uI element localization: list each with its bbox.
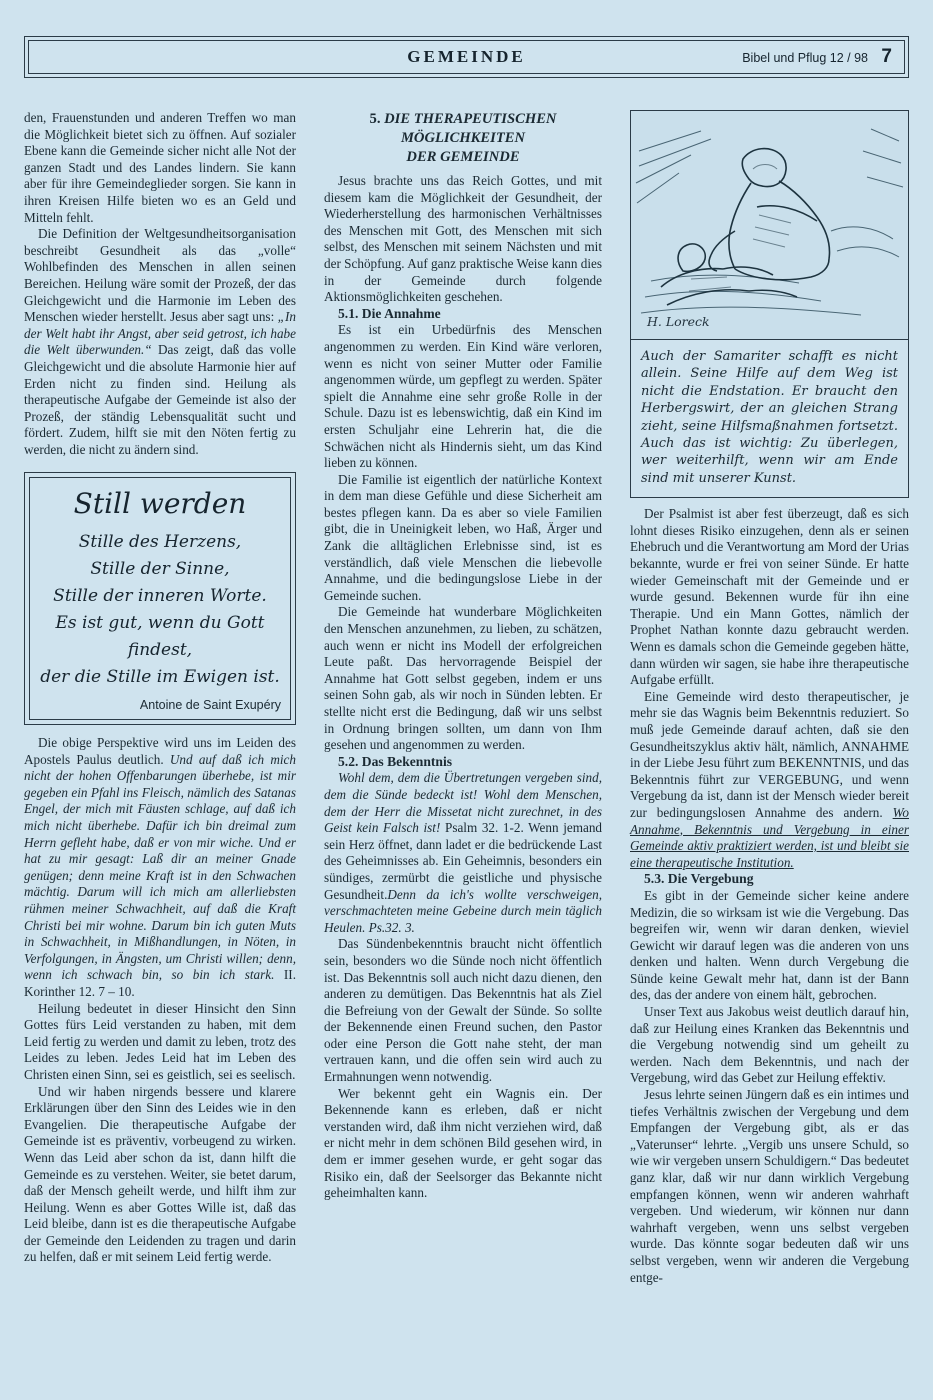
section-title-line: MÖGLICHKEITEN (400, 130, 526, 146)
poem-line: Stille der Sinne, (90, 559, 230, 580)
page-header (24, 36, 909, 78)
poem-line: Es ist gut, wenn du Gott findest, (55, 613, 265, 661)
poem-line: Stille des Herzens, (78, 532, 242, 553)
section-title-line: DIE THERAPEUTISCHEN (384, 111, 557, 127)
paragraph (24, 226, 296, 458)
header-journal-issue: Bibel und Pflug 12 / 98 (742, 51, 868, 65)
paragraph-text: Psalm 32. 1-2. Wenn jemand sein Herz öffnet, dann ladet er die bedrückende Last des Geheimnisses ab. Ein Geheimnis, besonders ein sündiges, zermürbt die geistliche und physische Gesundheit. (324, 820, 603, 902)
paragraph: Und wir haben nirgends bessere und klarere Erklärungen über den Sinn des Leides wie in den Evangelien. Die therapeutische Aufgabe der Gemeinde ist es präventiv, vorbeugend zu wirken. Wenn das Leid aber schon da ist, dann hilft die Gemeinde es zu verstehen. Weiter, sie betet darum, daß der Mensch geheilt werde, und hilft ihm zur Heilung. Wenn es aber Gottes Wille ist, daß das Leid bleibe, dann ist es die therapeutische Aufgabe der Gemeinde den Leidenden zu tragen und darin zu helfen, daß er mit seinem Leid fertig werde. (24, 1083, 296, 1265)
subsection-heading: 5.1. Die Annahme (338, 305, 441, 321)
poem-box (24, 472, 296, 725)
scripture-quote: „In der Welt habt ihr Angst, aber seid getrost, ich habe die Welt überwunden.“ (24, 309, 296, 358)
paragraph-text-cont: Das zeigt, daß das volle Gleichgewicht und die absolute Harmonie hier auf Erden nicht zu finden sind. Heilung als therapeutische Aufgabe der Gemeinde ist also der Prozeß, der ständig Lebensqualität sucht und fördert. Zudem, hilft sie mit den Nöten fertig zu werden, die nicht zu ändern sind. (24, 342, 296, 457)
column-left (24, 110, 296, 1266)
paragraph: Jesus brachte uns das Reich Gottes, und mit diesem kam die Möglichkeit der Gesundheit, der Wiederherstellung des harmonischen Verhältnisses des Menschen mit Gott, des Menschen mit sich selbst, des Menschen mit seinem Nächsten und mit der Schöpfung. Auf ganz praktische Weise kann dies in der Gemeinde durch folgende Aktionsmöglichkeiten geschehen. (324, 173, 602, 305)
scripture-reference: II. Korinther 12. 7 – 10. (24, 967, 296, 999)
paragraph (630, 689, 909, 872)
poem-line: der die Stille im Ewigen ist. (40, 667, 280, 688)
scripture-quote: Wohl dem, dem die Übertretungen vergeben sind, dem die Sünde bedeckt ist! Wohl dem Menschen, dem der Herr die Missetat nicht zurechnet, in des Geist kein Falsch ist! (324, 770, 602, 836)
illustration-caption (630, 340, 909, 498)
paragraph: Jesus lehrte seinen Jüngern daß es ein intimes und tiefes Verhältnis zwischen der Vergebung und dem Empfangen der Vergebung gibt, als er das „Vaterunser“ lehrte. „Vergib uns unsere Schuld, so wie wir vergeben unsern Schuldigern.“ Das bedeutet ganz klar, daß wir nur dann wirklich Vergebung empfangen können, wenn wir anderen wahrhaft vergeben. Und wiederum, wir können nur dann wahrhaft vergeben, wenn uns selbst vergeben wurde. Das könnte sogar bedeuten daß wir uns selbst vergeben, wenn wir anderen die Vergebung entge- (630, 1087, 909, 1285)
paragraph: Es gibt in der Gemeinde sicher keine andere Medizin, die so wirksam ist wie die Vergebung. Das begreifen wir, wenn wir daran denken, wieviel Gewicht wir darauf legen was die anderen von uns denken und halten. Wenn durch Vergebung die Sünde keine Gewalt mehr hat, dann ist der Bann des, das der andere von einem hält, gebrochen. (630, 887, 909, 1003)
paragraph: Das Sündenbekenntnis braucht nicht öffentlich sein, besonders wo die Sünde noch nicht öffentlich ist. Das Bekenntnis soll auch nicht dazu dienen, den anderen zu demütigen. Das Bekenntnis hat als Ziel die Befreiung von der Gewalt der Sünde. So sollte der Bekennende einen Freund suchen, den Pastor oder eine Person die Gott nahe steht, der man vertrauen kann, und die offen sein wird auch zu Ermahnungen wenn notwendig. (324, 936, 602, 1085)
header-section-title: GEMEINDE (407, 47, 526, 66)
samaritan-drawing-icon (631, 111, 908, 337)
subsection-heading: 5.2. Das Bekenntnis (338, 753, 453, 769)
paragraph: Heilung bedeutet in dieser Hinsicht den Sinn Gottes fürs Leid verstanden zu haben, mit dem Leid fertig zu werden und damit zu leben, trotz des Leides zu leben. Jedes Leid hat im Leben des Christen einen Sinn, sei es geistlich, sei es seelisch. (24, 1000, 296, 1082)
poem-line: Stille der inneren Worte. (53, 586, 267, 607)
section-number: 5. (369, 111, 381, 127)
section-heading (324, 110, 602, 167)
column-right (630, 110, 909, 1286)
paragraph-text: Die Definition der Weltgesundheitsorganisation beschreibt Gesundheit als das „volle“ Wohlbefinden des Menschen in allen seinen Bereichen. Heilung wäre somit der Prozeß, der das Gleichgewicht und die Harmonie im Leben des Menschen wieder herstellt. Jesus aber sagt uns: (24, 226, 296, 325)
scripture-quote: Und auf daß ich mich nicht der hohen Offenbarungen überhebe, ist mir gegeben ein Pfahl ins Fleisch, nämlich des Satanas Engel, der mich mit Fäusten schlage, auf daß ich mich nicht überhebe. Dafür ich bin dreimal zum Herrn gefleht habe, daß er von mir wiche. Und er hat zu mir gesagt: Laß dir an meiner Gnade genügen; denn meine Kraft ist in den Schwachen mächtig. Darum will ich mich am allerliebsten rühmen meiner Schwachheit, auf daß die Kraft Christi bei mir wohne. Darum bin ich guten Muts in Schwachheit, in Mißhandlungen, in Nöten, in Verfolgungen, in Ängsten, um Christi willen; denn, wenn ich schwach bin, so bin ich stark. (24, 751, 296, 983)
paragraph: Es ist ein Urbedürfnis des Menschen angenommen zu werden. Ein Kind wäre verloren, wenn es nicht von seiner Mutter oder Familie angenommen würde, um gepflegt zu werden. Später spielt die Annahme eine sehr große Rolle in der Schule. Dazu ist es lebenswichtig, daß ein Kind im ersten Schuljahr eine Lehrerin hat, die die Schwächen nicht als Hindernis sieht, um das Kind lieben zu können. (324, 322, 602, 471)
paragraph: Die Gemeinde hat wunderbare Möglichkeiten den Menschen anzunehmen, zu lieben, zu schätzen, auch wenn er nicht ins Modell der erfolgreichen Leute paßt. Das hervorragende Beispiel der Annahme hat Gott selbst gegeben, indem er uns seinen Sohn gab, als wir noch in Sünden lebten. Er stellte nicht erst die Bedingung, daß wir uns selbst in Ordnung bringen sollten, um dann von Ihm gesehen und angenommen zu werden. (324, 604, 602, 753)
column-center (324, 110, 602, 1202)
section-title-line: DER GEMEINDE (406, 149, 520, 165)
paragraph-text: Die obige Perspektive wird uns im Leiden des Apostels Paulus deutlich. (24, 735, 296, 767)
paragraph: Der Psalmist ist aber fest überzeugt, daß es sich lohnt dieses Risiko einzugehen, denn als er seinen Ehebruch und die Verantwortung am Mord der Urias bekannte, wurde er frei von seiner Sünde. Er hatte wieder Gemeinschaft mit der Gemeinde und er wurde gesund. Bekennen wurde für ihn eine Therapie. Und ein Mann Gottes, nämlich der Prophet Nathan konnte dazu gebraucht werden. Wenn es damals schon die Gemeinde gegeben hätte, dann würden wir sagen, sie habe ihre therapeutische Aufgabe erfüllt. (630, 506, 909, 688)
paragraph (24, 735, 296, 1001)
paragraph: Die Familie ist eigentlich der natürliche Kontext in dem man diese Gefühle und diese Sicherheit am bestes pflegen kann. Da es aber so viele Familien gibt, die in Uneinigkeit leben, wo Haß, Ärger und Zank die alltäglichen Erlebnisse sind, ist es verständlich, daß viele Menschen die liebevolle Annahme, und die bedingungslose Liebe in der Gemeinde suchen. (324, 471, 602, 603)
page-number: 7 (881, 46, 892, 67)
paragraph (324, 770, 602, 936)
emphasis-underlined: Wo Annahme, Bekenntnis und Vergebung in einer Gemeinde aktiv praktiziert werden, ist und bleibt sie eine therapeutische Institution. (630, 804, 909, 870)
paragraph: den, Frauenstunden und anderen Treffen wo man die Möglichkeit bietet sich zu öffnen. Auf sozialer Ebene kann die Gemeinde sicher nicht alle Not der ganzen Stadt und des Landes lindern. Sie kann aber für ihre Gemeindeglieder sorgen. Sie kann in ihren Kreisen Hilfe bieten wo es an Geld und Mitteln fehlt. (24, 110, 296, 225)
illustration-signature: H. Loreck (647, 314, 710, 330)
subsection-heading: 5.3. Die Vergebung (644, 871, 754, 887)
paragraph: Unser Text aus Jakobus weist deutlich darauf hin, daß zur Heilung eines Kranken das Bekenntnis und die Vergebung notwendig sind um geheilt zu werden. Nach dem Bekenntnis, und nach der Vergebung, wird das Gebet zur Heilung effektiv. (630, 1004, 909, 1086)
paragraph-text: Eine Gemeinde wird desto therapeutischer, je mehr sie das Wagnis beim Bekenntnis reduziert. So muß jede Gemeinde darauf achten, daß sie den Gesundheitszyklus aktiv hält, nämlich, ANNAHME in der Liebe Jesu führt zum BEKENNTNIS, und das Bekenntnis führt zur VERGEBUNG, und wenn Vergebung da ist, dann ist der Mensch wieder bereit zur bedingungslosen Annahme des andern. (630, 688, 909, 820)
poem-title: Still werden (73, 487, 247, 521)
illustration (630, 110, 909, 340)
poem-author: Antoine de Saint Exupéry (139, 698, 281, 713)
illustration-caption-text: Auch der Samariter schafft es nicht allein. Seine Hilfe auf dem Weg ist nicht die Endstation. Er braucht den Herbergswirt, der an gleichen Strang zieht, seine Hilfsmaßnahmen fortsetzt. Auch das ist wichtig: Zu überlegen, wer weiterhilft, wenn wir am Ende sind mit unserer Kunst. (641, 349, 898, 486)
paragraph: Wer bekennt geht ein Wagnis ein. Der Bekennende kann es erleben, daß er nicht verstanden wird, daß ihm nicht verziehen wird, daß er nicht mehr in dem schönen Bild gesehen wird, in dem er immer gesehen wurde, er geht sogar das Risiko ein, daß der Seelsorger das Bekannte nicht geheimhalten kann. (324, 1085, 602, 1201)
scripture-quote: Denn da ich's wollte verschweigen, verschmachteten meine Gebeine durch mein täglich Heulen. Ps.32. 3. (324, 886, 602, 935)
